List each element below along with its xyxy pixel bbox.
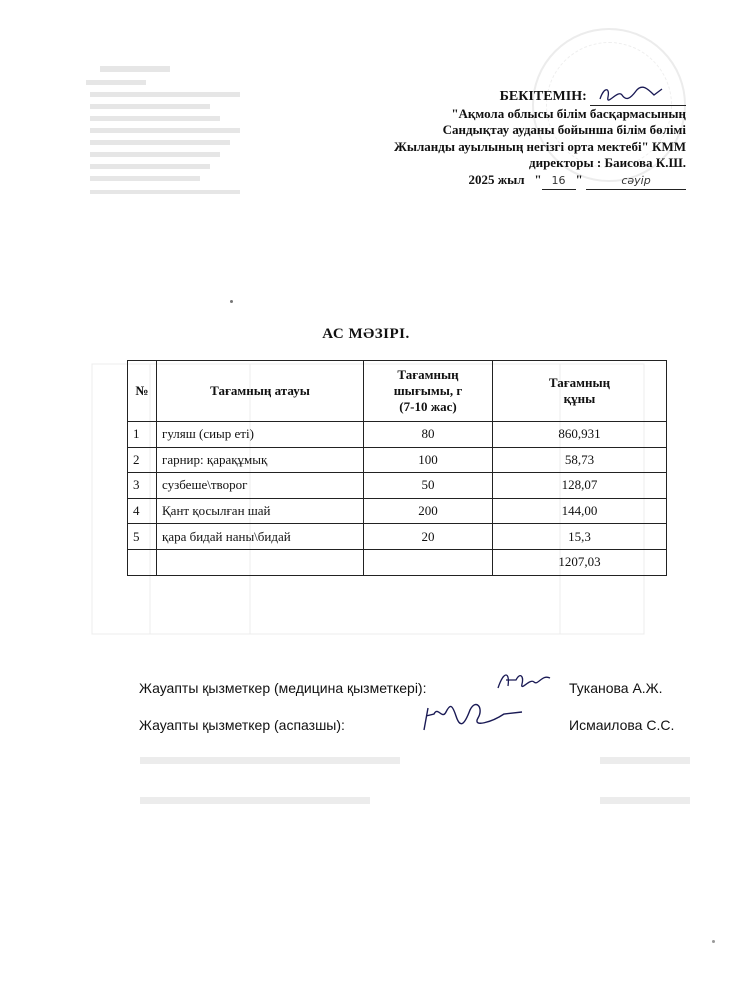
row-dish-name: гуляш (сиыр еті) [157, 422, 364, 448]
row-weight: 80 [364, 422, 493, 448]
approve-line [394, 88, 686, 106]
row-dish-name: қара бидай наны\бидай [157, 524, 364, 550]
director-line: директоры : Баисова К.Ш. [529, 155, 686, 170]
approval-block [394, 88, 686, 190]
bleed-through-footer [140, 755, 700, 815]
header-weight-line2: шығымы, г [393, 383, 463, 398]
scan-speck [712, 940, 715, 943]
header-price [493, 361, 667, 422]
menu-table [127, 360, 667, 576]
row-price: 58,73 [493, 447, 667, 473]
table-row [128, 498, 667, 524]
row-num: 1 [128, 422, 157, 448]
date-month: сәуір [586, 173, 686, 191]
org-line-3: Жыланды ауылының негізгі орта мектебі" КММ [393, 138, 686, 154]
org-line-1: "Ақмола облысы білім басқармасының [451, 105, 686, 121]
row-weight: 100 [364, 447, 493, 473]
row-weight: 50 [364, 473, 493, 499]
row-dish-name: сузбеше\творог [157, 473, 364, 499]
medical-signature [494, 668, 554, 694]
row-num: 2 [128, 447, 157, 473]
table-row [128, 524, 667, 550]
responsible-medical-label: Жауапты қызметкер (медицина қызметкері): [139, 680, 427, 696]
page-title: АС МӘЗІРІ. [322, 326, 410, 342]
approve-label: БЕКІТЕМІН: [499, 89, 587, 104]
responsible-cook-label: Жауапты қызметкер (аспазшы): [139, 717, 345, 733]
scan-speck [230, 300, 233, 303]
header-name: Тағамның атауы [157, 361, 364, 422]
org-line-2: Сандықтау ауданы бойынша білім бөлімі [442, 122, 686, 137]
header-weight [364, 361, 493, 422]
date-year: 2025 жыл [468, 171, 525, 187]
row-weight: 20 [364, 524, 493, 550]
responsible-medical-person: Туканова А.Ж. [569, 680, 663, 696]
table-total-row [128, 549, 667, 575]
header-price-line2: құны [563, 391, 596, 406]
responsible-cook-person: Исмаилова С.С. [569, 717, 675, 733]
header-num: № [128, 361, 157, 422]
total-empty-name [157, 549, 364, 575]
header-weight-line3: (7-10 жас) [399, 399, 457, 414]
total-empty-num [128, 549, 157, 575]
row-num: 4 [128, 498, 157, 524]
row-num: 3 [128, 473, 157, 499]
total-price: 1207,03 [493, 549, 667, 575]
table-row [128, 473, 667, 499]
row-price: 15,3 [493, 524, 667, 550]
bleed-through-text-block [80, 62, 290, 232]
row-weight: 200 [364, 498, 493, 524]
date-day: 16 [542, 173, 576, 191]
row-price: 860,931 [493, 422, 667, 448]
header-price-line1: Тағамның [548, 375, 611, 390]
row-price: 144,00 [493, 498, 667, 524]
director-signature [596, 85, 666, 103]
table-row [128, 422, 667, 448]
director-signature-line [590, 91, 686, 106]
row-dish-name: гарнир: қарақұмық [157, 447, 364, 473]
cook-signature [418, 700, 528, 734]
table-row [128, 447, 667, 473]
row-dish-name: Қант қосылған шай [157, 498, 364, 524]
header-weight-line1: Тағамның [397, 367, 459, 382]
row-num: 5 [128, 524, 157, 550]
total-empty-weight [364, 549, 493, 575]
table-header-row [128, 361, 667, 422]
date-line: 2025 жыл " 16 " сәуір [394, 172, 686, 191]
row-price: 128,07 [493, 473, 667, 499]
